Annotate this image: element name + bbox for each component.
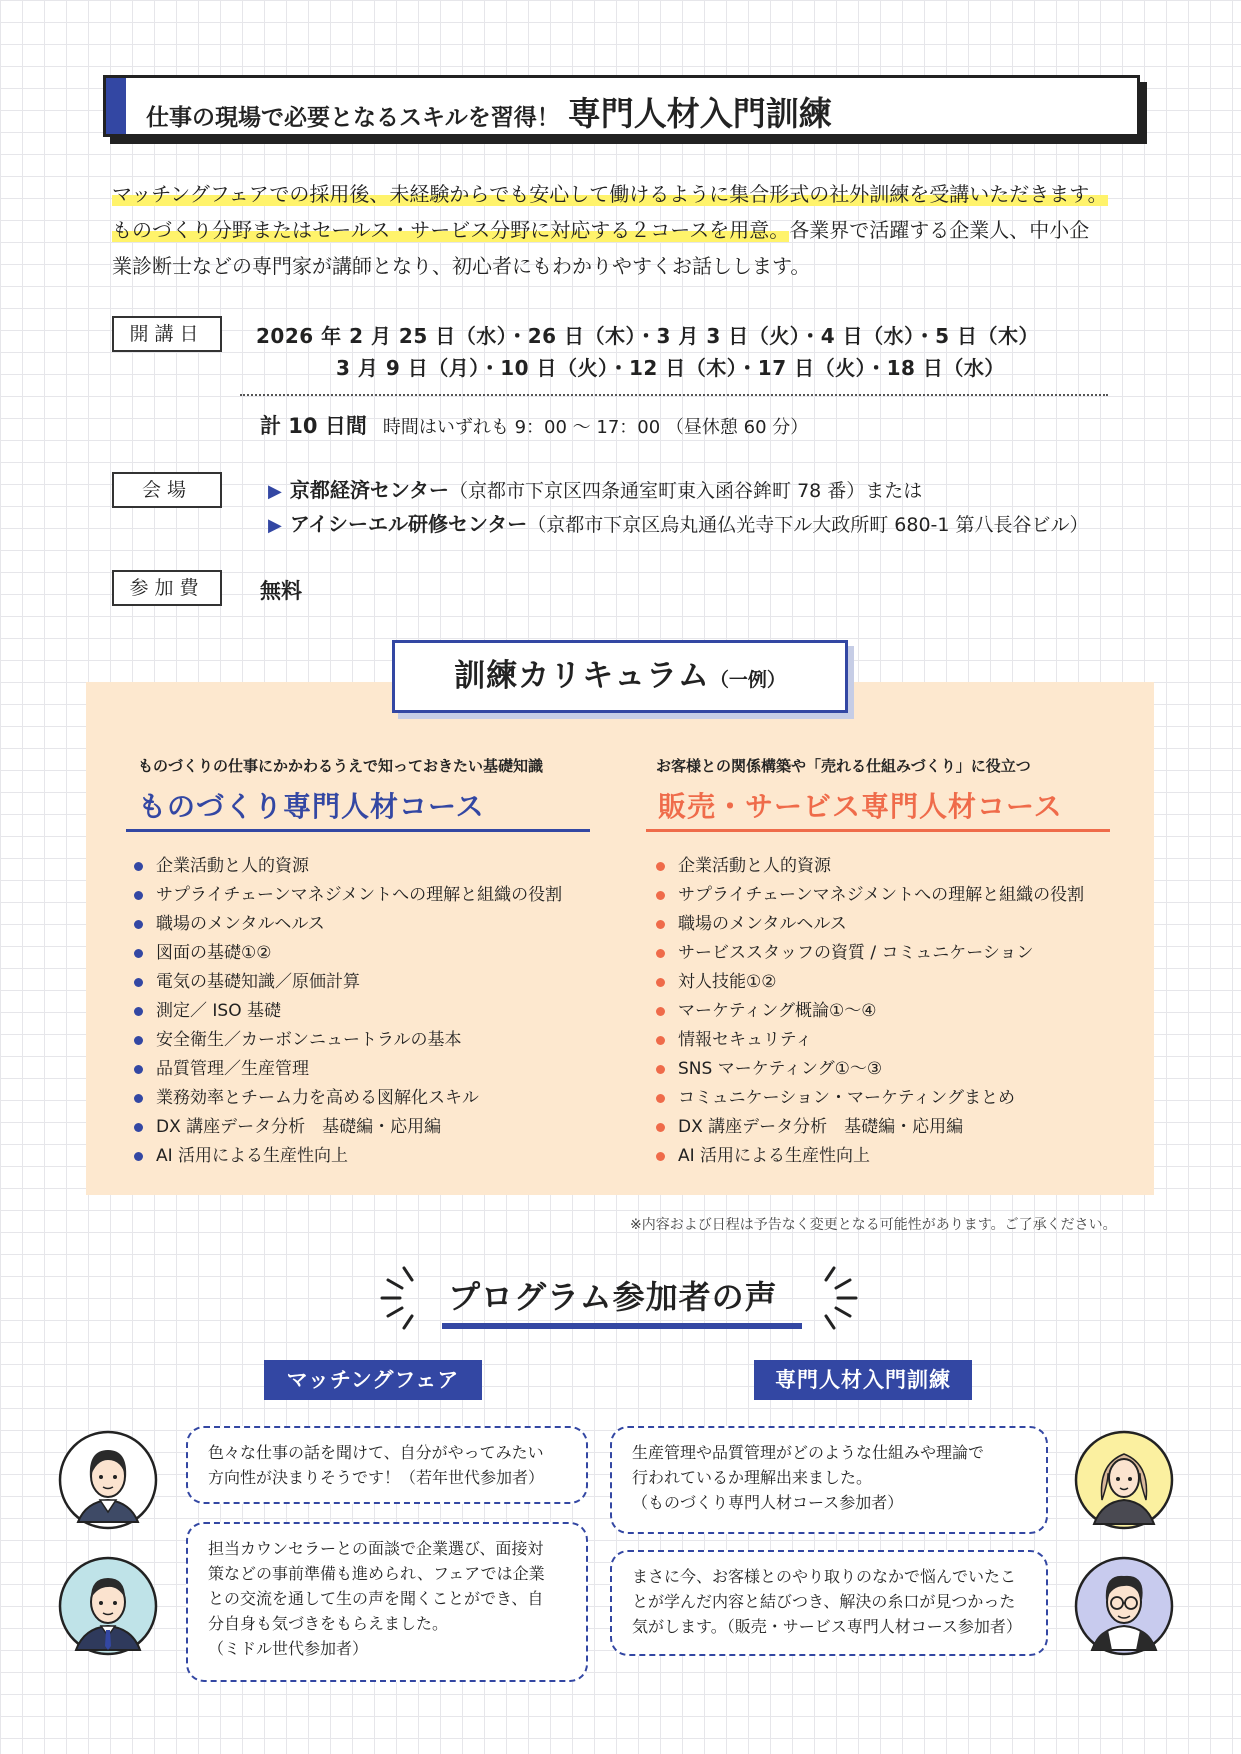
course-1-item: AI 活用による生産性向上 xyxy=(134,1142,562,1171)
tag-specialist-training: 専門人材入門訓練 xyxy=(754,1360,972,1400)
course-1-list xyxy=(134,852,562,1171)
curriculum-note: ※内容および日程は予告なく変更となる可能性があります。ご了承ください。 xyxy=(630,1217,1117,1233)
man-glasses-avatar-icon xyxy=(1074,1556,1174,1656)
voice-right-2-line: 気がします。（販売・サービス専門人材コース参加者） xyxy=(632,1617,1022,1636)
schedule-time-note: 時間はいずれも 9：00 ～ 17：00 （昼休憩 60 分） xyxy=(382,417,809,438)
middle-man-avatar-icon xyxy=(58,1556,158,1656)
course-2-item: 企業活動と人的資源 xyxy=(656,852,1084,881)
schedule-divider xyxy=(240,394,1108,396)
voice-right-1-line: （ものづくり専門人材コース参加者） xyxy=(632,1493,904,1512)
header-title-group xyxy=(146,88,832,135)
intro-line-3: 業診断士などの専門家が講師となり、初心者にもわかりやすくお話しします。 xyxy=(112,254,811,278)
voices-title: プログラム参加者の声 xyxy=(448,1278,778,1316)
voice-left-2-line: 策などの事前準備も進められ、フェアでは企業 xyxy=(208,1564,545,1583)
triangle-bullet-icon: ▶ xyxy=(268,481,282,502)
voice-left-2-line: 担当カウンセラーとの面談で企業選び、面接対 xyxy=(208,1539,544,1558)
schedule-dates-line-1: 2026 年 2 月 25 日（水）・26 日（木）・3 月 3 日（火）・4 日（水）・5 日（木） xyxy=(256,324,1039,348)
tag-matching-fair: マッチングフェア xyxy=(264,1360,482,1400)
schedule-total-days: 計 10 日間 xyxy=(260,414,367,438)
voice-left-2-line: との交流を通して生の声を聞くことができ、自 xyxy=(208,1589,544,1608)
venue-2 xyxy=(268,508,1089,537)
course-2-item: SNS マーケティング①～③ xyxy=(656,1055,1084,1084)
voice-bubble-right-1 xyxy=(610,1426,1048,1534)
sparkle-right-icon xyxy=(800,1260,870,1330)
course-2-item: 職場のメンタルヘルス xyxy=(656,910,1084,939)
fee-label: 参加費 xyxy=(112,570,222,606)
voice-left-1-line: 色々な仕事の話を聞けて、自分がやってみたい xyxy=(208,1443,544,1462)
course-2-item: サプライチェーンマネジメントへの理解と組織の役割 xyxy=(656,881,1084,910)
voices-title-underline xyxy=(442,1323,802,1329)
curriculum-title: 訓練カリキュラム xyxy=(454,658,710,694)
course-2-underline xyxy=(646,829,1110,832)
voice-left-1-line: 方向性が決まりそうです！（若年世代参加者） xyxy=(208,1468,545,1487)
header-subtitle: 仕事の現場で必要となるスキルを習得！ xyxy=(146,105,560,131)
voice-bubble-left-1 xyxy=(186,1426,588,1504)
header-accent-bar xyxy=(106,78,126,134)
course-2-item: 情報セキュリティ xyxy=(656,1026,1084,1055)
course-2-list xyxy=(656,852,1084,1171)
curriculum-title-sub: （一例） xyxy=(709,669,786,691)
voice-right-1-line: 行われているか理解出来ました。 xyxy=(632,1468,873,1487)
course-2-pretitle: お客様との関係構築や「売れる仕組みづくり」に役立つ xyxy=(656,757,1031,775)
triangle-bullet-icon: ▶ xyxy=(268,515,282,536)
venue-2-name: アイシーエル研修センター xyxy=(289,512,528,536)
intro-line-2-highlight: ものづくり分野またはセールス・サービス分野に対応する２コースを用意。 xyxy=(112,218,790,242)
course-2-item: コミュニケーション・マーケティングまとめ xyxy=(656,1084,1084,1113)
schedule-dates-line-2: 3 月 9 日（月）・10 日（火）・12 日（木）・17 日（火）・18 日（水） xyxy=(336,356,1005,380)
intro-line-1: マッチングフェアでの採用後、未経験からでも安心して働けるように集合形式の社外訓練を受講いただきます。 xyxy=(112,182,1108,206)
course-1-item: 品質管理／生産管理 xyxy=(134,1055,562,1084)
venue-1-name: 京都経済センター xyxy=(289,478,450,502)
young-woman-avatar-icon xyxy=(58,1430,158,1530)
course-2-item: 対人技能①② xyxy=(656,968,1084,997)
course-1-name: ものづくり専門人材コース xyxy=(138,790,485,823)
venue-1 xyxy=(268,474,922,503)
venue-2-detail: （京都市下京区烏丸通仏光寺下ル大政所町 680-1 第八長谷ビル） xyxy=(527,514,1089,536)
voice-left-2-line: （ミドル世代参加者） xyxy=(208,1639,369,1658)
course-2-name: 販売・サービス専門人材コース xyxy=(658,790,1063,823)
voice-right-2-line: まさに今、お客様とのやり取りのなかで悩んでいたこ xyxy=(632,1567,1017,1586)
course-1-item: サプライチェーンマネジメントへの理解と組織の役割 xyxy=(134,881,562,910)
header-banner xyxy=(103,75,1140,137)
course-1-underline xyxy=(126,829,590,832)
course-1-item: 電気の基礎知識／原価計算 xyxy=(134,968,562,997)
intro-line-2-rest: 各業界で活躍する企業人、中小企 xyxy=(789,218,1090,242)
intro-paragraph xyxy=(112,176,1142,284)
sparkle-left-icon xyxy=(368,1260,438,1330)
woman-participant-avatar-icon xyxy=(1074,1430,1174,1530)
course-2-item: サービススタッフの資質 / コミュニケーション xyxy=(656,939,1084,968)
course-1-pretitle: ものづくりの仕事にかかわるうえで知っておきたい基礎知識 xyxy=(138,757,544,775)
venue-label: 会場 xyxy=(112,472,222,508)
course-1-item: 業務効率とチーム力を高める図解化スキル xyxy=(134,1084,562,1113)
course-1-item: 企業活動と人的資源 xyxy=(134,852,562,881)
fee-value: 無料 xyxy=(260,579,302,603)
course-1-item: 測定／ ISO 基礎 xyxy=(134,997,562,1026)
schedule-total xyxy=(260,410,808,440)
schedule-label: 開講日 xyxy=(112,316,222,352)
venue-1-detail: （京都市下京区四条通室町東入函谷鉾町 78 番）または xyxy=(449,480,923,502)
course-2-item: マーケティング概論①～④ xyxy=(656,997,1084,1026)
voice-bubble-left-2 xyxy=(186,1522,588,1682)
voice-right-1-line: 生産管理や品質管理がどのような仕組みや理論で xyxy=(632,1443,985,1462)
course-1-item: 職場のメンタルヘルス xyxy=(134,910,562,939)
header-title: 専門人材入門訓練 xyxy=(567,94,832,133)
course-2-item: DX 講座データ分析 基礎編・応用編 xyxy=(656,1113,1084,1142)
course-1-item: DX 講座データ分析 基礎編・応用編 xyxy=(134,1113,562,1142)
course-1-item: 図面の基礎①② xyxy=(134,939,562,968)
curriculum-title-box xyxy=(392,640,848,713)
voice-bubble-right-2 xyxy=(610,1550,1048,1656)
course-2-item: AI 活用による生産性向上 xyxy=(656,1142,1084,1171)
course-1-item: 安全衛生／カーボンニュートラルの基本 xyxy=(134,1026,562,1055)
voice-left-2-line: 分自身も気づきをもらえました。 xyxy=(208,1614,449,1633)
voice-right-2-line: とが学んだ内容と結びつき、解決の糸口が見つかった xyxy=(632,1592,1016,1611)
